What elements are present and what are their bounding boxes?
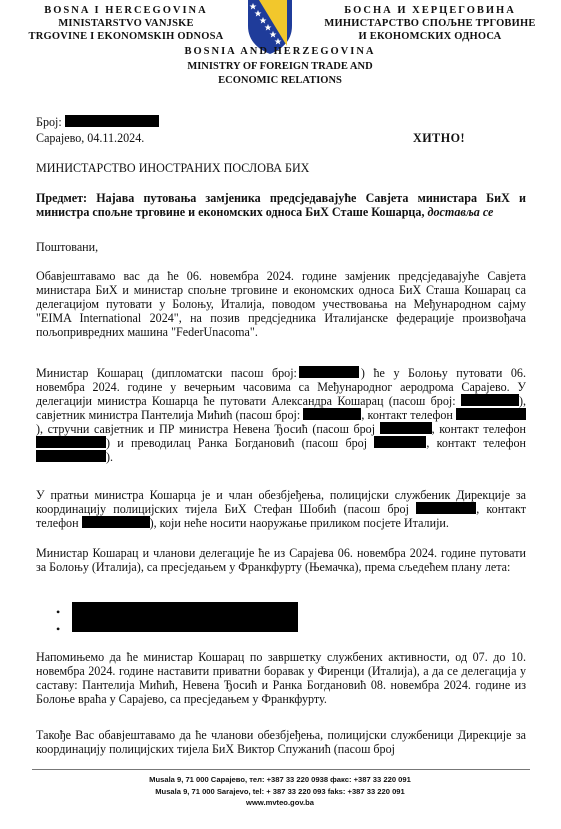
header-right-ministry: МИНИСТАРСТВО СПОЉНЕ ТРГОВИНЕ — [324, 18, 536, 29]
subject-text: Предмет: Најава путовања замјеника предсједавајуће Савјета министара БиХ и министра спољне трговине и економских односа БиХ Сташе Кошарца, — [36, 191, 526, 219]
header-center-ministry-2: ECONOMIC RELATIONS — [218, 75, 342, 86]
document-date: Сарајево, 04.11.2024. — [36, 131, 145, 145]
header-center — [140, 45, 420, 89]
p2-text-5: ), стручни савјетник и ПР министра Невена Ђосић (пасош број — [36, 422, 376, 436]
footer-address-cyrillic: Musala 9, 71 000 Сарајево, тел: +387 33 220 0938 факс: +387 33 220 091 — [149, 775, 411, 784]
redaction-block — [82, 516, 150, 528]
p2-text-7: ) и преводилац Ранка Богдановић (пасош број — [106, 436, 368, 450]
header-center-ministry: MINISTRY OF FOREIGN TRADE AND — [187, 60, 373, 72]
bullet-icon: • — [56, 622, 61, 636]
p2-text-1: Министар Кошарац (дипломатски пасош број: — [36, 366, 297, 380]
redaction-block — [380, 422, 432, 434]
footer-address-latin: Musala 9, 71 000 Sarajevo, tel: + 387 33 220 093 faks: +387 33 220 091 — [155, 786, 405, 796]
redaction-block — [461, 394, 519, 406]
header-center-country: BOSNIA AND HERZEGOVINA — [184, 46, 376, 57]
subject — [36, 191, 526, 219]
redaction-block — [416, 502, 476, 514]
p2-text-8: , контакт телефон — [426, 436, 526, 450]
redaction-block — [65, 115, 159, 127]
document-number — [36, 115, 159, 129]
bullet-icon: • — [56, 605, 61, 619]
redaction-block — [374, 436, 426, 448]
p3-text-1: У пратњи министра Кошарца је и члан обезбјеђења, полицијски службеник Дирекције за координацију полицијских тијела БиХ Стефан Шобић (пасош број — [36, 488, 526, 516]
number-label: Број: — [36, 115, 62, 129]
paragraph-1: Обавјештавамо вас да ће 06. новембра 2024. године замјеник предсједавајуће Савјета министара БиХ и министар спољне трговине и економских односа БиХ Сташа Кошарац са делегацијом путовати у Болоњу, Италија, поводом учествовања на Међународном сајму "EIMA International 2024", на позив предсједника Италијанске федерације произвођача пољопривредних машина "FederUnacoma". — [36, 269, 526, 339]
footer-divider — [32, 769, 530, 770]
redaction-block — [36, 450, 106, 462]
paragraph-6: Такође Вас обавјештавамо да ће чланови обезбјеђења, полицијски службеници Дирекције за координацију полицијских тијела БиХ Виктор Спужанић (пасош број — [36, 728, 526, 756]
recipient: МИНИСТАРСТВО ИНОСТРАНИХ ПОСЛОВА БИХ — [36, 161, 310, 175]
redaction-block — [303, 408, 361, 420]
redaction-block — [456, 408, 526, 420]
redaction-block — [299, 366, 359, 378]
paragraph-5: Напомињемо да ће министар Кошарац по завршетку службених активности, од 07. до 10. новембра 2024. године наставити приватни боравак у Фиренци (Италија), а да се делегација у саставу: Пантелија Мићић, Невена Ђосић и Ранка Богдановић 08. новембра 2024. године из Болоње враћа у Сарајево, са пресједањем у Франкфурту. — [36, 650, 526, 706]
paragraph-3 — [36, 488, 526, 530]
flight-plan-list — [36, 602, 526, 636]
p2-text-2: ) ће у Болоњу путовати 06. новембра 2024. године у вечерњим часовима са Међународног аеродрома Сарајево. У делегацији министра Кошарца ће путовати Александра Кошарац (пасош број: — [36, 366, 527, 408]
subject-delivery-note: доставља се — [427, 205, 494, 219]
header-left-ministry: MINISTARSTVO VANJSKE — [58, 18, 194, 29]
paragraph-2 — [36, 366, 526, 464]
header-right-country: БОСНА И ХЕРЦЕГОВИНА — [344, 5, 516, 16]
header-left-country: BOSNA I HERCEGOVINA — [44, 5, 208, 16]
p2-text-6: , контакт телефон — [431, 422, 526, 436]
redaction-block — [72, 602, 298, 632]
redaction-block — [36, 436, 106, 448]
paragraph-4: Министар Кошарац и чланови делегације ће из Сарајева 06. новембра 2024. године путовати за Болоњу (Италија), са пресједањем у Франкфурту (Њемачка), према сљедећем плану лета: — [36, 546, 526, 574]
header-left-ministry-2: TRGOVINE I EKONOMSKIH ODNOSA — [28, 31, 224, 42]
p3-text-2: , контакт телефон — [36, 502, 526, 530]
footer — [60, 774, 500, 809]
p2-text-9: ). — [106, 450, 114, 464]
header-left — [14, 4, 238, 43]
p2-text-3: ), савјетник министра Пантелија Мићић (пасош број: — [36, 394, 526, 422]
greeting: Поштовани, — [36, 240, 99, 254]
urgent-label: ХИТНО! — [413, 131, 466, 145]
p3-text-3: ), који неће носити наоружање приликом посјете Италији. — [149, 516, 449, 530]
header-right-ministry-2: И ЕКОНОМСКИХ ОДНОСА — [358, 31, 502, 42]
p2-text-4: , контакт телефон — [361, 408, 453, 422]
footer-website: www.mvteo.gov.ba — [246, 798, 314, 807]
header-right — [310, 4, 550, 43]
